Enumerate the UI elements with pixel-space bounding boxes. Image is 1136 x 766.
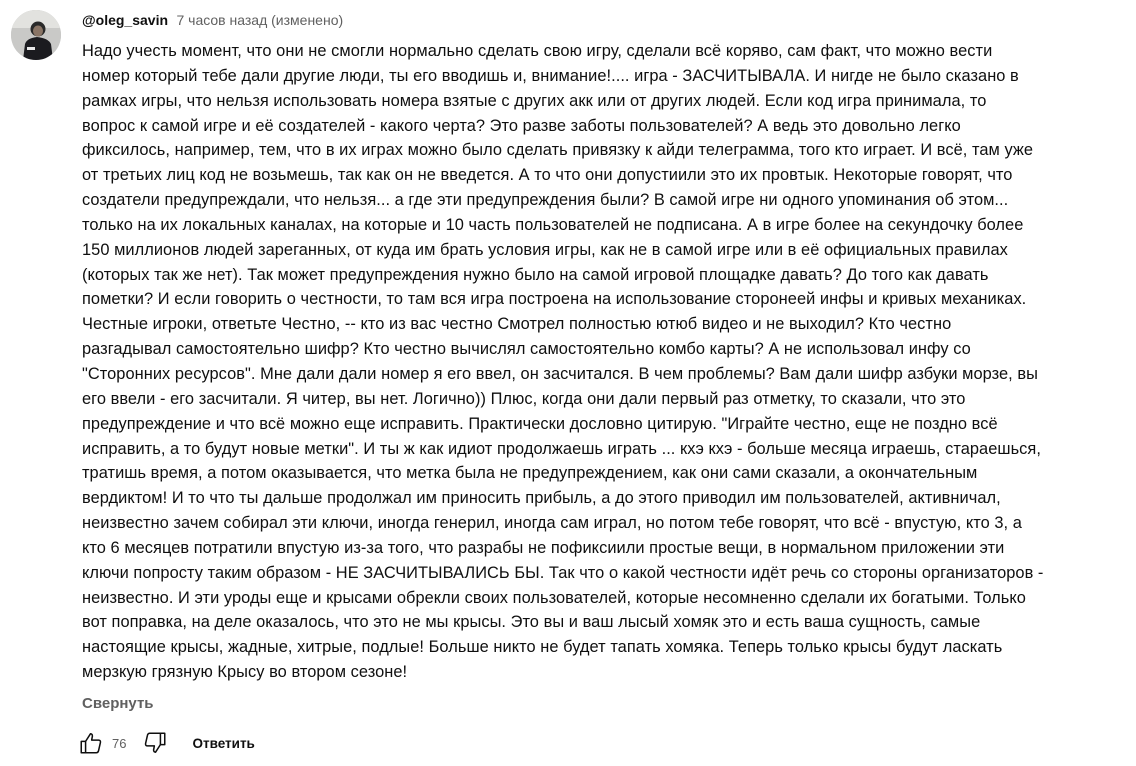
comment-line: неизвестно зачем собирал эти ключи, иногда генерил, иногда сам играл, но потом тебе говорят, что всё - впустую, кто 3, а [82, 514, 1022, 533]
comment-line: исправить, а то будут новые метки". И ты ж как идиот продолжаешь играть ... кхэ кхэ - больше месяца играешь, стараешься, [82, 439, 1041, 458]
comment-line: пометки? И если говорить о честности, то там вся игра построена на использование сторонеей инфы и кривых механиках. [82, 290, 1027, 309]
comment-line: неизвестно. И эти уроды еще и крысами обрекли своих пользователей, которые несомненно сделали их богатыми. Только [82, 588, 1026, 607]
comment-line: тратишь время, а потом оказывается, что метка была не предупреждением, как они сами сказали, а окончательным [82, 464, 978, 483]
comment-avatar[interactable] [11, 10, 61, 60]
like-button[interactable] [76, 728, 106, 758]
comment-line: кто 6 месяцев потратили впустую из-за того, что разрабы не пофиксиили простые вещи, в нормальном приложении эти [82, 538, 1005, 557]
comment-line: вердиктом! И то что ты дальше продолжал им приносить прибыль, а до этого приводил им пользователей, активничал, [82, 489, 1001, 508]
user-avatar-icon [11, 10, 61, 60]
thumb-down-icon [142, 730, 168, 756]
comment-line: разгадывал самостоятельно шифр? Кто честно вычислял самостоятельно комбо карты? А не использовал инфу со [82, 340, 971, 359]
thumb-up-icon [78, 730, 104, 756]
collapse-button[interactable]: Свернуть [82, 695, 154, 712]
comment-line: мерзкую грязную Крысу во втором сезоне! [82, 663, 408, 682]
comment-body [82, 39, 1130, 685]
comment-line: рамках игры, что нельзя использовать номера взятые с других акк или от других людей. Если код игра принимала, то [82, 91, 987, 110]
comment-actions [76, 728, 255, 758]
comment-line: настоящие крысы, жадные, хитрые, подлые! Больше никто не будет тапать хомяка. Теперь только крысы будут ласкать [82, 638, 1003, 657]
comment-line: ключи попросту таким образом - НЕ ЗАСЧИТЫВАЛИСЬ БЫ. Так что о какой честности идёт речь со стороны организаторов - [82, 563, 1044, 582]
comment-line: только на их локальных каналах, на которые и 10 часть пользователей не подписана. А в игре более на секундочку более [82, 215, 1024, 234]
comment-line: создатели предупреждали, что нельзя... а где эти предупреждения были? В самой игре ни одного упоминания об этом... [82, 191, 1009, 210]
dislike-button[interactable] [140, 728, 170, 758]
comment-line: "Сторонних ресурсов". Мне дали дали номер я его ввел, он засчитался. В чем проблемы? Вам дали шифр азбуки морзе, вы [82, 364, 1038, 383]
comment-line: от третьих лиц код не возьмешь, так как он не введется. А то что они допустиили это их провтык. Некоторые говорят, что [82, 166, 1013, 185]
comment-line: (которых так же нет). Так может предупреждения нужно было на самой игровой площадке давать? До того как давать [82, 265, 989, 284]
comment-line: вот поправка, на деле оказалось, что это не мы крысы. Это вы и ваш лысый хомяк это и есть ваша сущность, самые [82, 613, 981, 632]
comment-line: фиксилось, например, тем, что в их играх можно было сделать привязку к айди телеграмма, того кто играет. И всё, там уже [82, 141, 1034, 160]
comment-timestamp[interactable]: 7 часов назад (изменено) [176, 12, 344, 28]
comment-line: вопрос к самой игре и её создателей - какого черта? Это разве заботы пользователей? А ведь это довольно легко [82, 116, 961, 135]
comment-line: номер который тебе дали другие люди, ты его вводишь и, внимание!.... игра - ЗАСЧИТЫВАЛА. И нигде не было сказано в [82, 66, 1019, 85]
comment-author[interactable]: @oleg_savin [82, 12, 169, 28]
comment-line: 150 миллионов людей зареганных, от куда им брать условия игры, как не в самой игре или в её официальных правилах [82, 240, 1008, 259]
comment-line: предупреждение и что всё можно еще исправить. Практически дословно цитирую. "Играйте честно, еще не поздно всё [82, 414, 998, 433]
reply-button[interactable]: Ответить [192, 735, 255, 751]
comment-line: Честные игроки, ответьте Честно, -- кто из вас честно Смотрел полностью ютюб видео и не выходил? Кто честно [82, 315, 952, 334]
comment-line: его ввели - его засчитали. Я читер, вы нет. Логично)) Плюс, когда они дали первый раз отметку, то сказали, что это [82, 389, 966, 408]
like-count: 76 [112, 735, 127, 751]
comment-header [82, 12, 343, 32]
comment-line: Надо учесть момент, что они не смогли нормально сделать свою игру, сделали всё коряво, сам факт, что можно вести [82, 42, 993, 60]
